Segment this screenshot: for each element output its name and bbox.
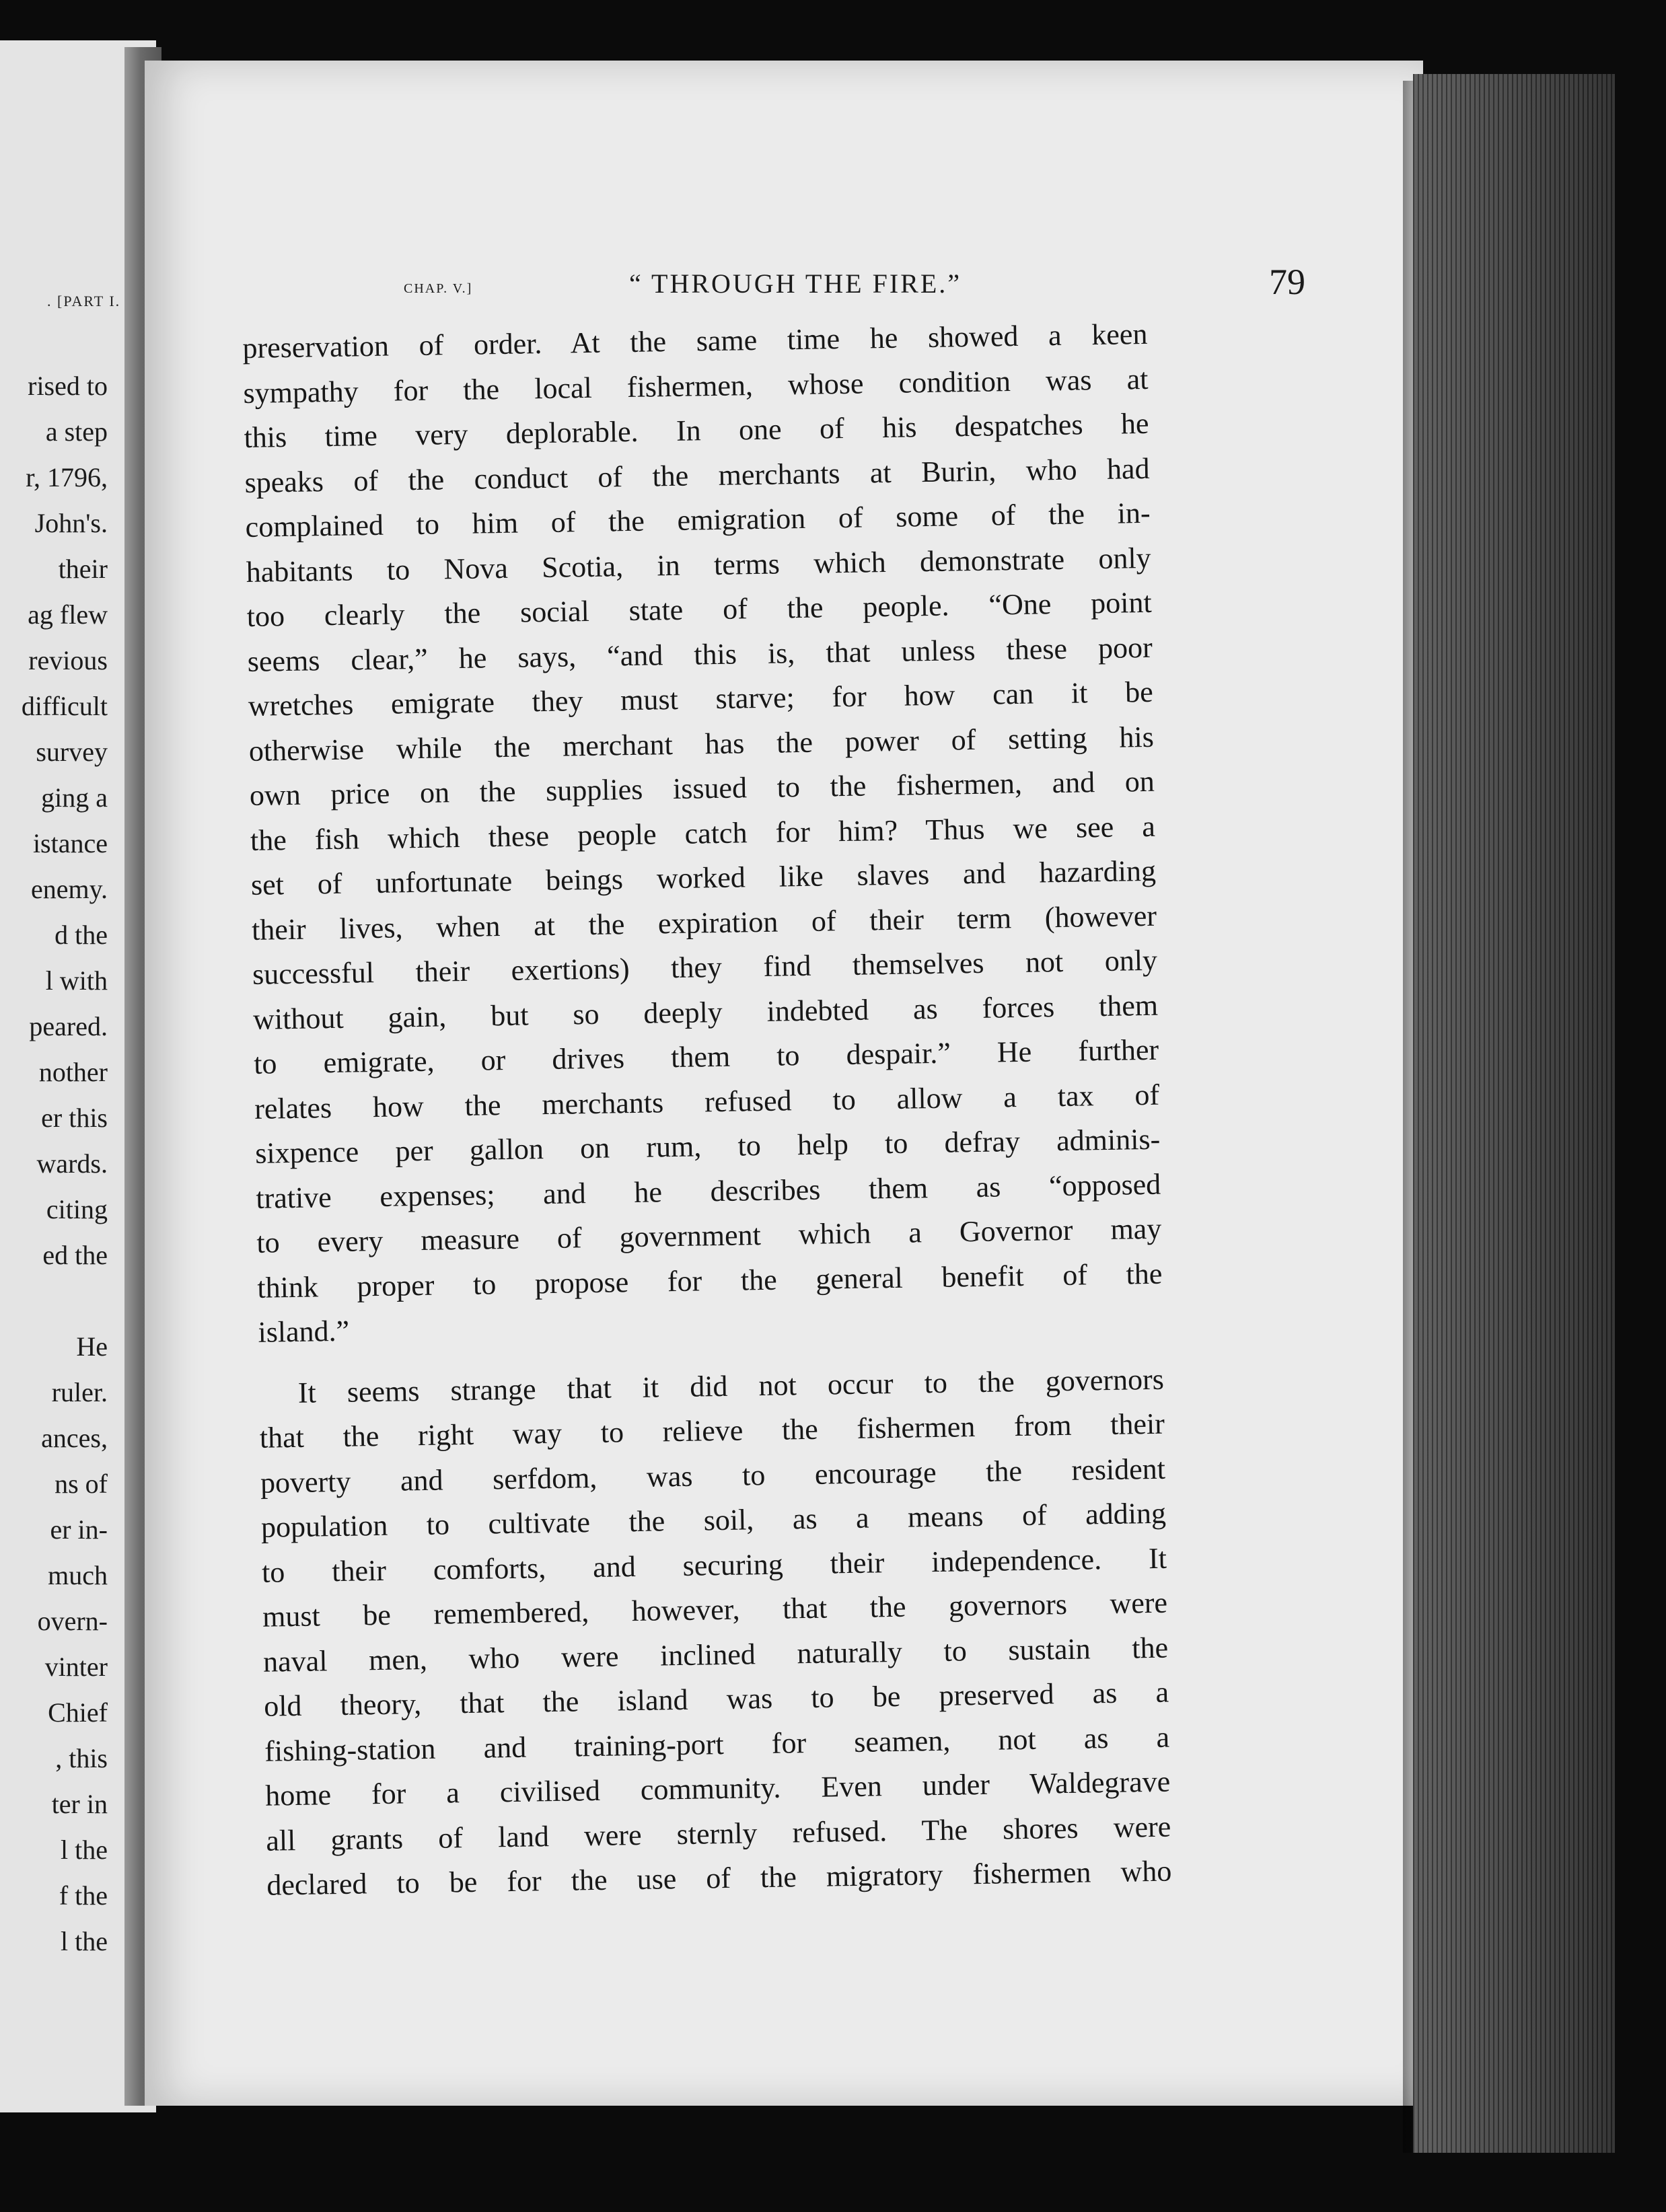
running-head <box>262 256 1305 316</box>
previous-page-line: ns of <box>55 1469 108 1499</box>
previous-page-line: l with <box>45 965 108 996</box>
text-line: the fish which these people catch for him? Thus we see a <box>250 809 1156 857</box>
text-line: sympathy for the local fishermen, whose condition was at <box>243 362 1149 410</box>
text-line: too clearly the social state of the people. “One point <box>246 585 1152 633</box>
text-line: population to cultivate the soil, as a means of adding <box>260 1496 1167 1544</box>
text-line: their lives, when at the expiration of their term (however <box>251 899 1157 947</box>
book-fore-edge <box>1413 74 1615 2153</box>
previous-page-line: a step <box>45 416 108 447</box>
text-line: fishing-station and training-port for seamen, not as a <box>264 1720 1170 1768</box>
previous-page-line: , this <box>55 1743 108 1773</box>
previous-page-line: John's. <box>34 508 108 538</box>
previous-page-header: . [PART I. <box>47 293 121 309</box>
text-line: relates how the merchants refused to allow a tax of <box>254 1078 1160 1126</box>
previous-page-line: nother <box>38 1057 108 1087</box>
previous-page-line: much <box>48 1560 108 1590</box>
text-line: to emigrate, or drives them to despair.” He further <box>253 1033 1159 1080</box>
previous-page-line <box>0 1278 108 1324</box>
previous-page-line: f the <box>59 1880 108 1911</box>
text-line: home for a civilised community. Even under Waldegrave <box>264 1765 1171 1812</box>
previous-page-line: ed the <box>42 1240 108 1270</box>
previous-page-line: peared. <box>29 1011 108 1041</box>
paragraph-1 <box>242 312 1163 1355</box>
text-line: sixpence per gallon on rum, to help to defray adminis- <box>254 1122 1161 1170</box>
previous-page-line: l the <box>61 1926 108 1956</box>
previous-page-line: l the <box>61 1835 108 1865</box>
page-number: 79 <box>1269 262 1305 302</box>
previous-page-line: ances, <box>41 1423 108 1453</box>
text-line: all grants of land were sternly refused. The shores were <box>265 1810 1171 1857</box>
text-line: old theory, that the island was to be preserved as a <box>263 1675 1169 1723</box>
text-line: complained to him of the emigration of some of the in- <box>245 496 1151 544</box>
previous-page-line: revious <box>28 645 108 675</box>
previous-page-line: r, 1796, <box>26 462 108 492</box>
previous-page-line: d the <box>55 920 108 950</box>
body-text <box>242 312 1172 1908</box>
previous-page-line: overn- <box>37 1606 108 1636</box>
text-line: seems clear,” he says, “and this is, that unless these poor <box>247 630 1153 678</box>
text-line: successful their exertions) they find themselves not only <box>252 943 1158 991</box>
previous-page-line: ag flew <box>28 599 108 630</box>
text-line: declared to be for the use of the migratory fishermen who <box>266 1854 1172 1902</box>
previous-page-line: Chief <box>48 1697 108 1728</box>
text-line: to every measure of government which a Governor may <box>256 1212 1162 1259</box>
previous-page-line: ter in <box>51 1789 108 1819</box>
previous-page-line: er this <box>41 1103 108 1133</box>
text-line: must be remembered, however, that the governors were <box>262 1586 1168 1633</box>
text-line: without gain, but so deeply indebted as forces them <box>252 988 1159 1036</box>
previous-page-line: rised to <box>28 371 108 401</box>
text-line: this time very deplorable. In one of his despatches he <box>244 406 1149 454</box>
previous-page-line: difficult <box>21 691 108 721</box>
text-line: preservation of order. At the same time he showed a keen <box>242 317 1148 365</box>
previous-page-line: enemy. <box>30 874 108 904</box>
running-title: “ THROUGH THE FIRE.” <box>629 268 962 299</box>
text-line: speaks of the conduct of the merchants at Burin, who had <box>244 451 1150 499</box>
previous-page-line: survey <box>36 737 108 767</box>
text-line: habitants to Nova Scotia, in terms which demonstrate only <box>246 541 1151 589</box>
previous-page-line: ruler. <box>51 1377 108 1407</box>
previous-page-line: istance <box>32 828 108 858</box>
text-line: set of unfortunate beings worked like slaves and hazarding <box>250 854 1157 901</box>
text-line: otherwise while the merchant has the power of setting his <box>248 720 1155 768</box>
previous-page-line: ging a <box>41 782 108 813</box>
text-line: think proper to propose for the general benefit of the <box>257 1257 1163 1304</box>
text-line: naval men, who were inclined naturally to sustain the <box>262 1631 1169 1679</box>
previous-page-line: citing <box>46 1194 108 1224</box>
page <box>145 61 1423 2106</box>
text-line: poverty and serfdom, was to encourage the resident <box>260 1452 1166 1500</box>
text-line: It seems strange that it did not occur to the governors <box>297 1362 1165 1409</box>
text-line: that the right way to relieve the fishermen from their <box>259 1407 1165 1454</box>
previous-page-line: wards. <box>36 1148 108 1179</box>
text-line: wretches emigrate they must starve; for how can it be <box>248 675 1154 723</box>
chapter-label: CHAP. V.] <box>404 281 473 296</box>
previous-page-line: er in- <box>50 1514 108 1545</box>
text-line: to their comforts, and securing their independence. It <box>261 1541 1167 1589</box>
previous-page-line: their <box>58 554 108 584</box>
previous-page-line: vinter <box>44 1652 108 1682</box>
previous-page-text <box>0 363 108 1964</box>
paragraph-2 <box>258 1357 1171 1908</box>
text-line: own price on the supplies issued to the fishermen, and on <box>249 764 1155 812</box>
previous-page-line: He <box>76 1331 108 1362</box>
text-line: trative expenses; and he describes them as “opposed <box>255 1167 1161 1215</box>
text-line: island.” <box>258 1314 350 1349</box>
